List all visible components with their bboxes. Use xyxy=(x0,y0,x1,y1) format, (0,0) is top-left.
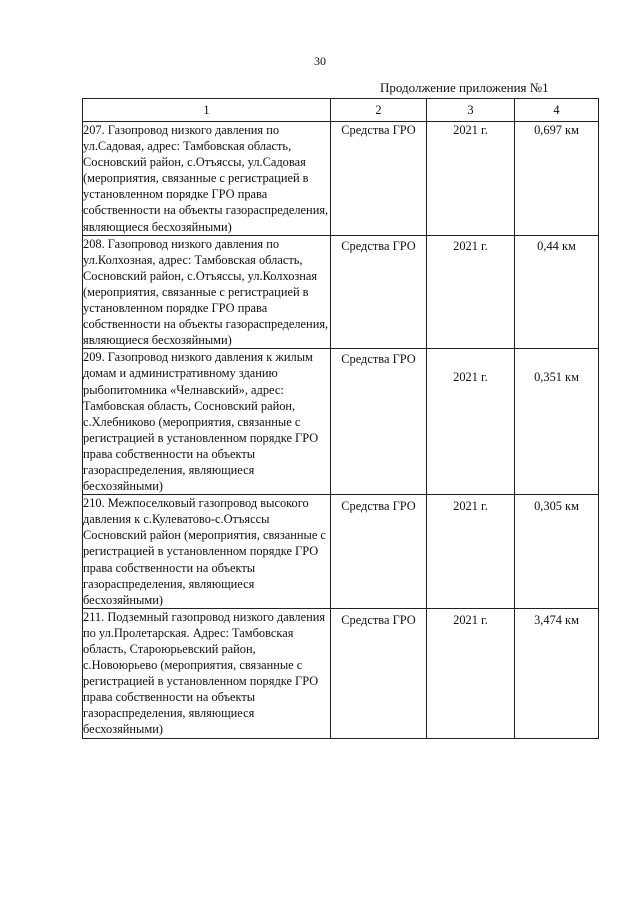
row-description: 210. Межпоселковый газопровод высокого давления к с.Кулеватово-с.Отъяссы Сосновский район (мероприятия, связанные с регистрацией в установленном порядке ГРО права собственности на объекты газораспределения, являющиеся бесхозяйными) xyxy=(83,495,331,609)
appendix-table xyxy=(82,98,599,739)
column-header-3: 3 xyxy=(427,99,515,122)
row-funding-source: Средства ГРО xyxy=(331,495,427,609)
page-number: 30 xyxy=(314,54,326,68)
row-year: 2021 г. xyxy=(427,122,515,236)
table-row xyxy=(83,608,599,738)
table-row xyxy=(83,349,599,495)
column-header-1: 1 xyxy=(83,99,331,122)
row-funding-source: Средства ГРО xyxy=(331,122,427,236)
row-length: 0,305 км xyxy=(515,495,599,609)
row-year: 2021 г. xyxy=(427,349,515,495)
table-row xyxy=(83,495,599,609)
table-header-row xyxy=(83,99,599,122)
column-header-2: 2 xyxy=(331,99,427,122)
row-length: 0,44 км xyxy=(515,235,599,349)
row-year: 2021 г. xyxy=(427,608,515,738)
row-length: 3,474 км xyxy=(515,608,599,738)
row-description: 207. Газопровод низкого давления по ул.Садовая, адрес: Тамбовская область, Сосновский район, с.Отъяссы, ул.Садовая (мероприятия, связанные с регистрацией в установленном порядке ГРО права собственности на объекты газораспределения, являющиеся бесхозяйными) xyxy=(83,122,331,236)
row-description: 211. Подземный газопровод низкого давления по ул.Пролетарская. Адрес: Тамбовская область, Староюрьевский район, с.Новоюрьево (мероприятия, связанные с регистрацией в установленном порядке ГРО права собственности на объекты газораспределения, являющиеся бесхозяйными) xyxy=(83,608,331,738)
row-description: 208. Газопровод низкого давления по ул.Колхозная, адрес: Тамбовская область, Сосновский район, с.Отъяссы, ул.Колхозная (мероприятия, связанные с регистрацией в установленном порядке ГРО права собственности на объекты газораспределения, являющиеся бесхозяйными) xyxy=(83,235,331,349)
continuation-label: Продолжение приложения №1 xyxy=(380,80,549,95)
column-header-4: 4 xyxy=(515,99,599,122)
row-year: 2021 г. xyxy=(427,235,515,349)
table-row xyxy=(83,122,599,236)
row-length: 0,351 км xyxy=(515,349,599,495)
row-funding-source: Средства ГРО xyxy=(331,349,427,495)
row-funding-source: Средства ГРО xyxy=(331,608,427,738)
row-funding-source: Средства ГРО xyxy=(331,235,427,349)
row-description: 209. Газопровод низкого давления к жилым домам и административному зданию рыбопитомника «Челнавский», адрес: Тамбовская область, Сосновский район, с.Хлебниково (мероприятия, связанные с регистрацией в установленном порядке ГРО права собственности на объекты газораспределения, являющиеся бесхозяйными) xyxy=(83,349,331,495)
row-year: 2021 г. xyxy=(427,495,515,609)
table-row xyxy=(83,235,599,349)
row-length: 0,697 км xyxy=(515,122,599,236)
